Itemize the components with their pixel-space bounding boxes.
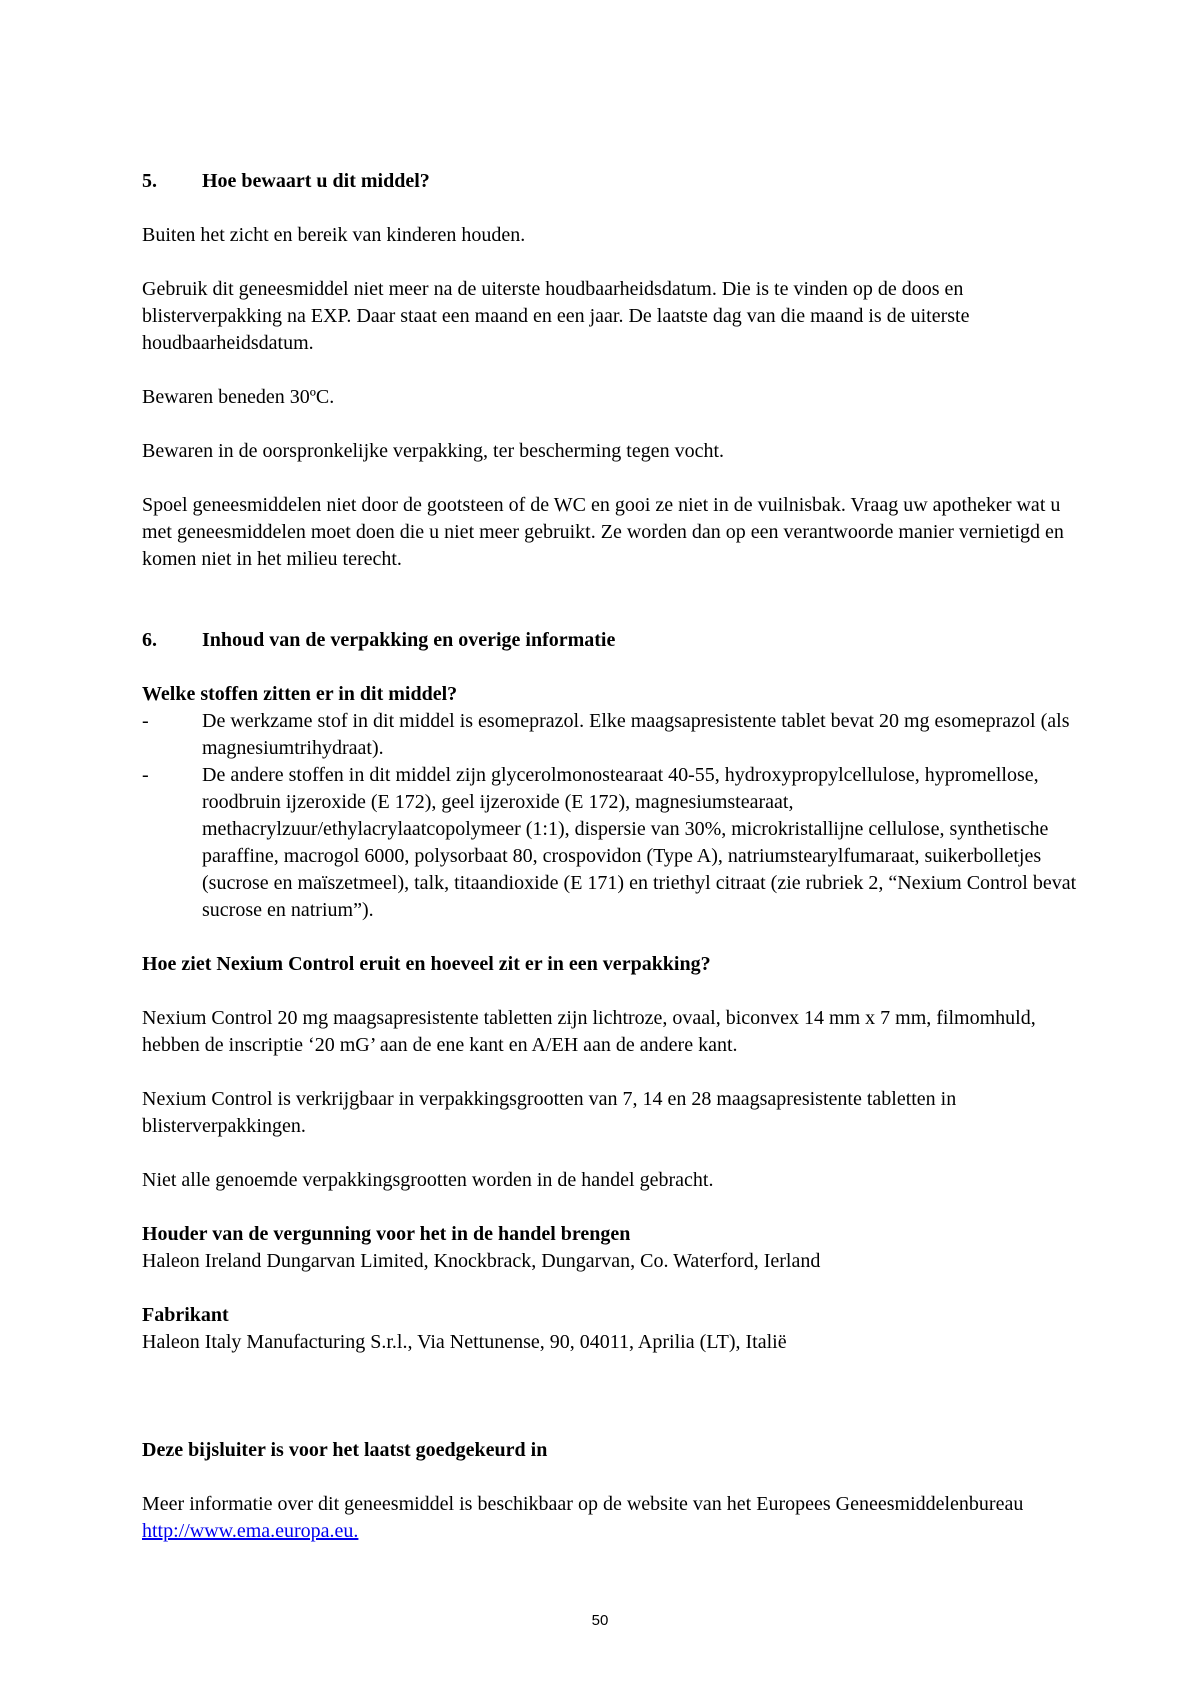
substances-heading: Welke stoffen zitten er in dit middel? bbox=[142, 683, 458, 705]
section-6-title: Inhoud van de verpakking en overige informatie bbox=[202, 629, 616, 651]
manufacturer-text: Haleon Italy Manufacturing S.r.l., Via Nettunense, 90, 04011, Aprilia (LT), Italië bbox=[142, 1331, 787, 1353]
list-marker: - bbox=[142, 764, 149, 786]
more-info-paragraph bbox=[142, 1491, 1082, 1545]
list-item-text: De werkzame stof in dit middel is esomeprazol. Elke maagsapresistente tablet bevat 20 mg esomeprazol (als magnesiumtrihydraat). bbox=[202, 710, 1070, 759]
storage-paragraph-5: Spoel geneesmiddelen niet door de gootsteen of de WC en gooi ze niet in de vuilnisbak. Vraag uw apotheker wat u met geneesmiddelen moet doen die u niet meer gebruikt. Ze worden dan op een verantwoorde manier vernietigd en komen niet in het milieu terecht. bbox=[142, 494, 1064, 570]
page-number: 50 bbox=[591, 1612, 609, 1629]
list-item bbox=[142, 762, 1082, 924]
appearance-heading: Hoe ziet Nexium Control eruit en hoeveel zit er in een verpakking? bbox=[142, 953, 711, 975]
list-item bbox=[142, 708, 1082, 762]
section-5-number: 5. bbox=[142, 170, 157, 192]
section-5-title: Hoe bewaart u dit middel? bbox=[202, 170, 430, 192]
storage-paragraph-4: Bewaren in de oorspronkelijke verpakking, ter bescherming tegen vocht. bbox=[142, 440, 725, 462]
storage-paragraph-3: Bewaren beneden 30ºC. bbox=[142, 386, 335, 408]
substances-list bbox=[142, 708, 1082, 924]
section-6-heading bbox=[142, 627, 1082, 654]
manufacturer-heading: Fabrikant bbox=[142, 1304, 229, 1326]
section-5-heading bbox=[142, 168, 1082, 195]
more-info-text: Meer informatie over dit geneesmiddel is beschikbaar op de website van het Europees Geneesmiddelenbureau bbox=[142, 1493, 1024, 1515]
section-6-number: 6. bbox=[142, 629, 157, 651]
appearance-paragraph-1: Nexium Control 20 mg maagsapresistente tabletten zijn lichtroze, ovaal, biconvex 14 mm x 7 mm, filmomhuld, hebben de inscriptie ‘20 mG’ aan de ene kant en A/EH aan de andere kant. bbox=[142, 1007, 1036, 1056]
appearance-paragraph-2: Nexium Control is verkrijgbaar in verpakkingsgrootten van 7, 14 en 28 maagsapresistente tabletten in blisterverpakkingen. bbox=[142, 1088, 957, 1137]
list-item-text: De andere stoffen in dit middel zijn glycerolmonostearaat 40-55, hydroxypropylcellulose, hypromellose, roodbruin ijzeroxide (E 172), geel ijzeroxide (E 172), magnesiumstearaat, methacrylzuur/ethylacrylaatcopolymeer (1:1), dispersie van 30%, microkristallijne cellulose, synthetische paraffine, macrogol 6000, polysorbaat 80, crospovidon (Type A), natriumstearylfumaraat, suikerbolletjes (sucrose en maïszetmeel), talk, titaandioxide (E 171) en triethyl citraat (zie rubriek 2, “Nexium Control bevat sucrose en natrium”). bbox=[202, 764, 1077, 921]
holder-text: Haleon Ireland Dungarvan Limited, Knockbrack, Dungarvan, Co. Waterford, Ierland bbox=[142, 1250, 821, 1272]
storage-paragraph-2: Gebruik dit geneesmiddel niet meer na de uiterste houdbaarheidsdatum. Die is te vinden op de doos en blisterverpakking na EXP. Daar staat een maand en een jaar. De laatste dag van die maand is de uiterste houdbaarheidsdatum. bbox=[142, 278, 970, 354]
ema-website-link[interactable]: http://www.ema.europa.eu. bbox=[142, 1520, 359, 1542]
document-page bbox=[142, 168, 1082, 1545]
list-marker: - bbox=[142, 710, 149, 732]
storage-paragraph-1: Buiten het zicht en bereik van kinderen houden. bbox=[142, 224, 526, 246]
holder-heading: Houder van de vergunning voor het in de handel brengen bbox=[142, 1223, 631, 1245]
appearance-paragraph-3: Niet alle genoemde verpakkingsgrootten worden in de handel gebracht. bbox=[142, 1169, 714, 1191]
approved-heading: Deze bijsluiter is voor het laatst goedgekeurd in bbox=[142, 1439, 548, 1461]
